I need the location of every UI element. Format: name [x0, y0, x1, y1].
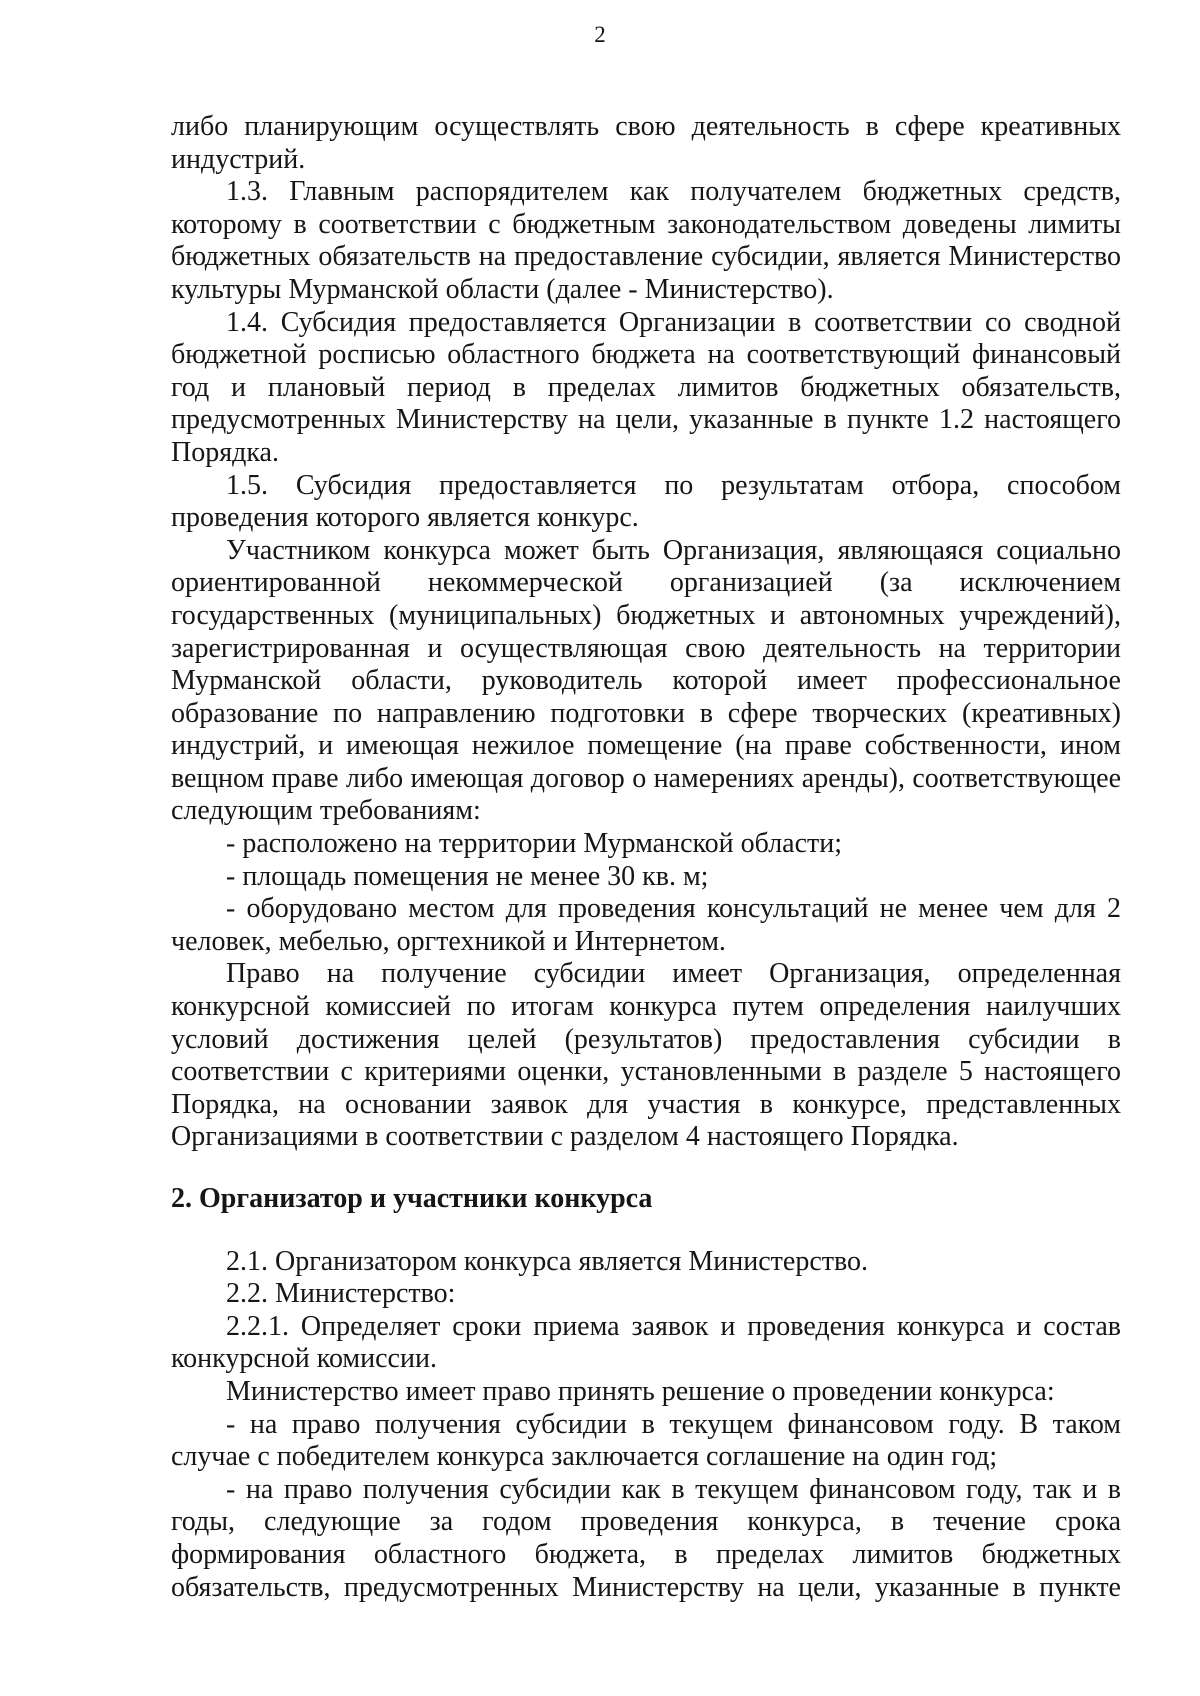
list-item-equipment: - оборудовано местом для проведения консультаций не менее чем для 2 человек, мебелью, оргтехникой и Интернетом. [171, 893, 1121, 957]
list-item-current-year: - на право получения субсидии в текущем финансовом году. В таком случае с победителем конкурса заключается соглашение на один год; [171, 1408, 1121, 1473]
document-body [171, 111, 1121, 1604]
paragraph-1-3: 1.3. Главным распорядителем как получателем бюджетных средств, которому в соответствии с бюджетным законодательством доведены лимиты бюджетных обязательств на предоставление субсидии, является Министерство культуры Мурманской области (далее - Министерство). [171, 176, 1121, 305]
paragraph-2-2: 2.2. Министерство: [226, 1278, 456, 1310]
paragraph-1-4: 1.4. Субсидия предоставляется Организации в соответствии со сводной бюджетной росписью областного бюджета на соответствующий финансовый год и плановый период в пределах лимитов бюджетных обязательств, предусмотренных Министерству на цели, указанные в пункте 1.2 настоящего Порядка. [171, 306, 1121, 468]
paragraph-2-1: 2.1. Организатором конкурса является Министерство. [226, 1245, 869, 1277]
paragraph-ministry-right: Министерство имеет право принять решение о проведении конкурса: [226, 1375, 1055, 1407]
list-item-area: - площадь помещения не менее 30 кв. м; [226, 860, 709, 892]
paragraph-2-2-1: 2.2.1. Определяет сроки приема заявок и проведения конкурса и состав конкурсной комиссии. [171, 1310, 1121, 1375]
list-item-multi-year: - на право получения субсидии как в текущем финансовом году, так и в годы, следующие за годом проведения конкурса, в течение срока формирования областного бюджета, в пределах лимитов бюджетных обязательств, предусмотренных Министерству на цели, указанные в пункте [171, 1473, 1121, 1603]
paragraph-right-to-subsidy: Право на получение субсидии имеет Организация, определенная конкурсной комиссией по итогам конкурса путем определения наилучших условий достижения целей (результатов) предоставления субсидии в соответствии с критериями оценки, установленными в разделе 5 настоящего Порядка, на основании заявок для участия в конкурсе, представленных Организациями в соответствии с разделом 4 настоящего Порядка. [171, 958, 1121, 1153]
list-item-location: - расположено на территории Мурманской области; [226, 828, 843, 860]
paragraph-1-5: 1.5. Субсидия предоставляется по результатам отбора, способом проведения которого является конкурс. [171, 469, 1121, 534]
section-heading: 2. Организатор и участники конкурса [171, 1183, 653, 1214]
paragraph-continuation: либо планирующим осуществлять свою деятельность в сфере креативных индустрий. [171, 111, 1121, 175]
page-number: 2 [594, 22, 606, 47]
paragraph-participant: Участником конкурса может быть Организация, являющаяся социально ориентированной некоммерческой организацией (за исключением государственных (муниципальных) бюджетных и автономных учреждений), зарегистрированная и осуществляющая свою деятельность на территории Мурманской области, руководитель которой имеет профессиональное образование по направлению подготовки в сфере творческих (креативных) индустрий, и имеющая нежилое помещение (на праве собственности, ином вещном праве либо имеющая договор о намерениях аренды), соответствующее следующим требованиям: [171, 534, 1121, 827]
